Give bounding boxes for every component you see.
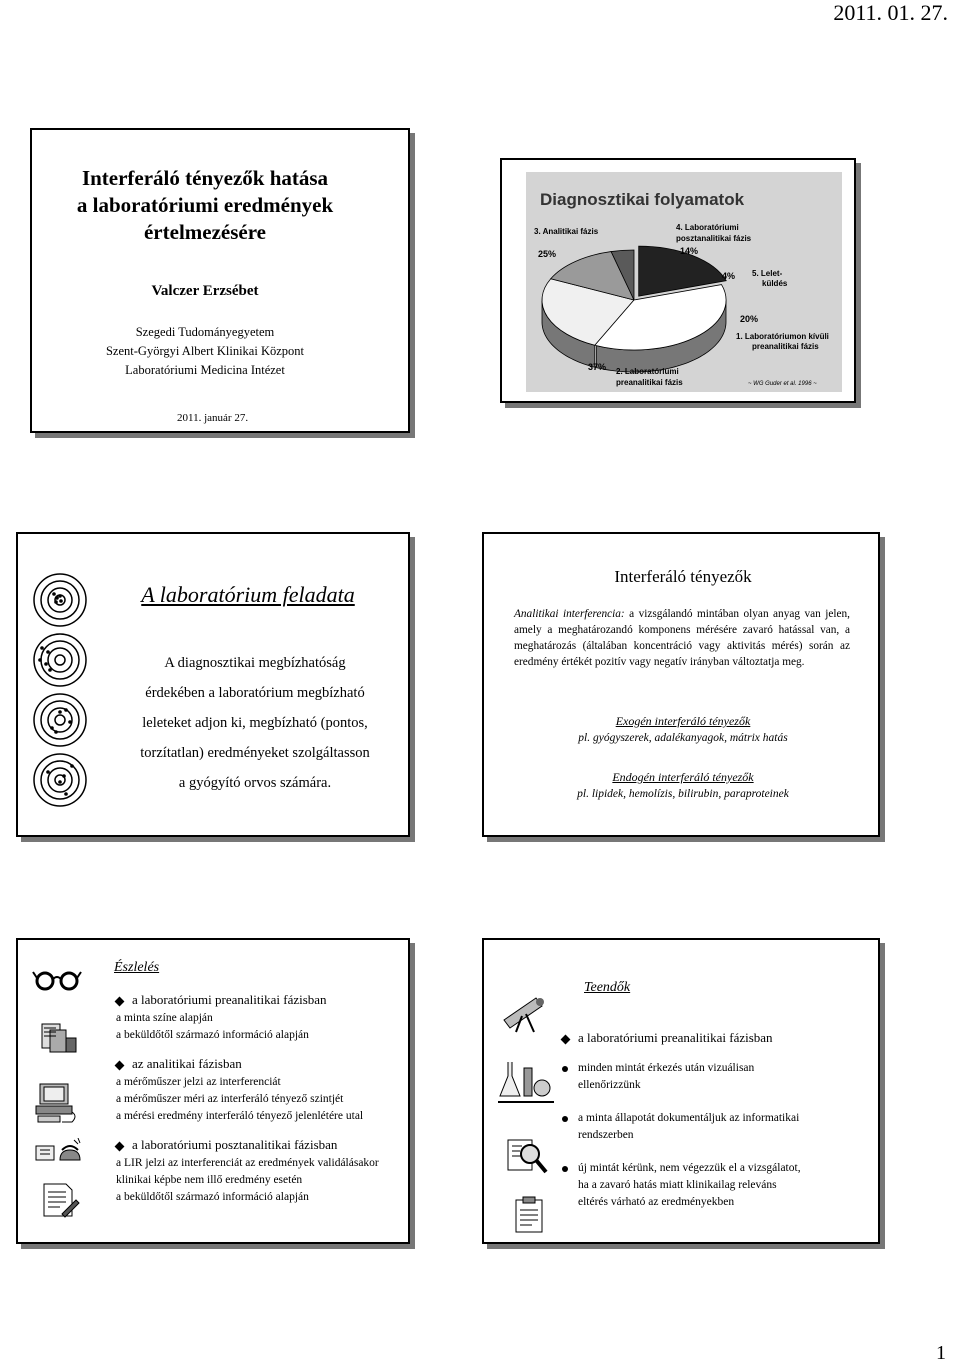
- bullet-icon: [562, 1116, 568, 1122]
- target-icon: [34, 754, 86, 806]
- data-label: 37%: [588, 362, 607, 372]
- pie-chart: [526, 172, 842, 392]
- paperwork-icon: [40, 1020, 80, 1059]
- chart-slide: [500, 158, 856, 403]
- computer-icon: [34, 1082, 78, 1129]
- slice-label: 1. Laboratóriumon kívüli: [736, 332, 829, 341]
- chart-title: Diagnosztikai folyamatok: [540, 190, 745, 209]
- task-item: a minta állapotát dokumentáljuk az informatikai rendszerben: [562, 1110, 874, 1144]
- affiliation-line: Szent-Györgyi Albert Klinikai Központ: [105, 344, 304, 358]
- phase-heading: az analitikai fázisban: [116, 1056, 406, 1072]
- exogen-examples: pl. gyógyszerek, adalékanyagok, mátrix hatás: [578, 732, 788, 744]
- slide-heading: Észlelés: [114, 960, 160, 975]
- slide-heading: Teendők: [584, 980, 631, 995]
- bullet-icon: [115, 1060, 125, 1070]
- body-line: érdekében a laboratórium megbízható: [145, 685, 365, 701]
- data-label: 14%: [680, 246, 699, 256]
- task-item: minden mintát érkezés után vizuálisan ellenőrizzünk: [562, 1060, 874, 1094]
- phase-heading: a laboratóriumi preanalitikai fázisban: [116, 992, 406, 1008]
- bullet-icon: [562, 1066, 568, 1072]
- chart-source: ~ WG Guder et al. 1996 ~: [748, 381, 817, 387]
- title-line: Interferáló tényezők hatása: [81, 166, 329, 190]
- endogen-title: Endogén interferáló tényezők: [612, 770, 754, 784]
- icon-column: [30, 572, 90, 817]
- page-number: 1: [936, 1342, 946, 1364]
- target-icon: [34, 634, 86, 686]
- detection-item: a beküldőtől származó információ alapján: [116, 1191, 309, 1203]
- header-date: 2011. 01. 27.: [833, 0, 948, 25]
- bullet-icon: [115, 996, 125, 1006]
- glasses-icon: [32, 966, 82, 1001]
- bullet-icon: [562, 1166, 568, 1172]
- data-label: 20%: [740, 314, 759, 324]
- phone-icon: [34, 1138, 84, 1175]
- body-line: a gyógyító orvos számára.: [178, 775, 332, 791]
- slice-label: 2. Laboratóriumi: [616, 367, 679, 376]
- detection-list: [116, 992, 406, 1206]
- slice-label: preanalitikai fázis: [752, 342, 819, 351]
- author-name: Valczer Erzsébet: [151, 283, 259, 299]
- task-list: [562, 1030, 874, 1211]
- slice-label: preanalitikai fázis: [616, 378, 683, 387]
- slice-label: 5. Lelet-: [752, 269, 783, 278]
- clipboard-icon: [512, 1196, 548, 1241]
- targets-illustration: [30, 572, 90, 812]
- detection-item: a mérési eredmény interferáló tényező jelenlétére utal: [116, 1110, 364, 1122]
- target-icon: [34, 694, 86, 746]
- slide-detection: [16, 938, 410, 1244]
- detection-item: a LIR jelzi az interferenciát az eredmények validálásakor: [116, 1157, 379, 1169]
- title-line: a laboratóriumi eredmények: [76, 193, 334, 217]
- detection-item: a beküldőtől származó információ alapján: [116, 1029, 309, 1041]
- body-line: leleteket adjon ki, megbízható (pontos,: [142, 715, 368, 731]
- slide-heading: A laboratórium feladata: [141, 582, 355, 607]
- body-line: torzítatlan) eredményeket szolgáltasson: [140, 745, 370, 761]
- document-pen-icon: [40, 1180, 80, 1225]
- data-label: 25%: [538, 249, 557, 259]
- slide-date: 2011. január 27.: [177, 412, 249, 424]
- definition-paragraph: [514, 606, 850, 670]
- body-line: A diagnosztikai megbízhatóság: [164, 655, 346, 671]
- slice-label: 3. Analitikai fázis: [534, 227, 599, 236]
- lab-equipment-icon: [498, 1058, 554, 1113]
- definition-term: Analitikai interferencia:: [514, 608, 625, 620]
- detection-item: a minta színe alapján: [116, 1012, 213, 1024]
- slide-tasks: [482, 938, 880, 1244]
- presentation-title: [32, 165, 378, 246]
- definition-text: a vizsgálandó mintában olyan anyag van jelen, amely a meghatározandó komponens mérésére zavaró hatással van, a meghatározás (általában koncentráció vagy aktivitás mérés) során az eredmény értékét pozitív vagy negatív irányban változtatja meg.: [514, 608, 850, 668]
- title-line: értelmezésére: [143, 220, 266, 244]
- affiliation-line: Laboratóriumi Medicina Intézet: [125, 363, 285, 377]
- phase-heading: a laboratóriumi posztanalitikai fázisban: [116, 1137, 406, 1153]
- slide-body: [110, 648, 400, 798]
- phase-heading: a laboratóriumi preanalitikai fázisban: [562, 1030, 874, 1046]
- slice-label: 4. Laboratóriumi: [676, 223, 739, 232]
- affiliation: [32, 323, 378, 380]
- slide-title: [30, 128, 410, 433]
- slide-heading: Interferáló tényezők: [614, 567, 752, 586]
- exogen-title: Exogén interferáló tényezők: [615, 714, 751, 728]
- slice-label: küldés: [762, 279, 788, 288]
- slice-label: posztanalitikai fázis: [676, 234, 752, 243]
- affiliation-line: Szegedi Tudományegyetem: [135, 325, 275, 339]
- telescope-icon: [500, 990, 550, 1039]
- slide-lab-task: [16, 532, 410, 837]
- detection-item: klinikai képbe nem illő eredmény esetén: [116, 1174, 303, 1186]
- detection-item: a mérőműszer méri az interferáló tényező szintjét: [116, 1093, 344, 1105]
- magnifier-icon: [504, 1134, 550, 1183]
- data-label: 4%: [722, 271, 736, 281]
- endogen-examples: pl. lipidek, hemolízis, bilirubin, paraproteinek: [577, 788, 789, 800]
- task-item: új mintát kérünk, nem végezzük el a vizsgálatot, ha a zavaró hatás miatt klinikailag releváns eltérés várható az eredményekben: [562, 1160, 874, 1211]
- target-icon: [34, 574, 86, 626]
- slide-interferers: [482, 532, 880, 837]
- detection-item: a mérőműszer jelzi az interferenciát: [116, 1076, 281, 1088]
- bullet-icon: [561, 1034, 571, 1044]
- bullet-icon: [115, 1141, 125, 1151]
- chart-panel: [526, 172, 842, 392]
